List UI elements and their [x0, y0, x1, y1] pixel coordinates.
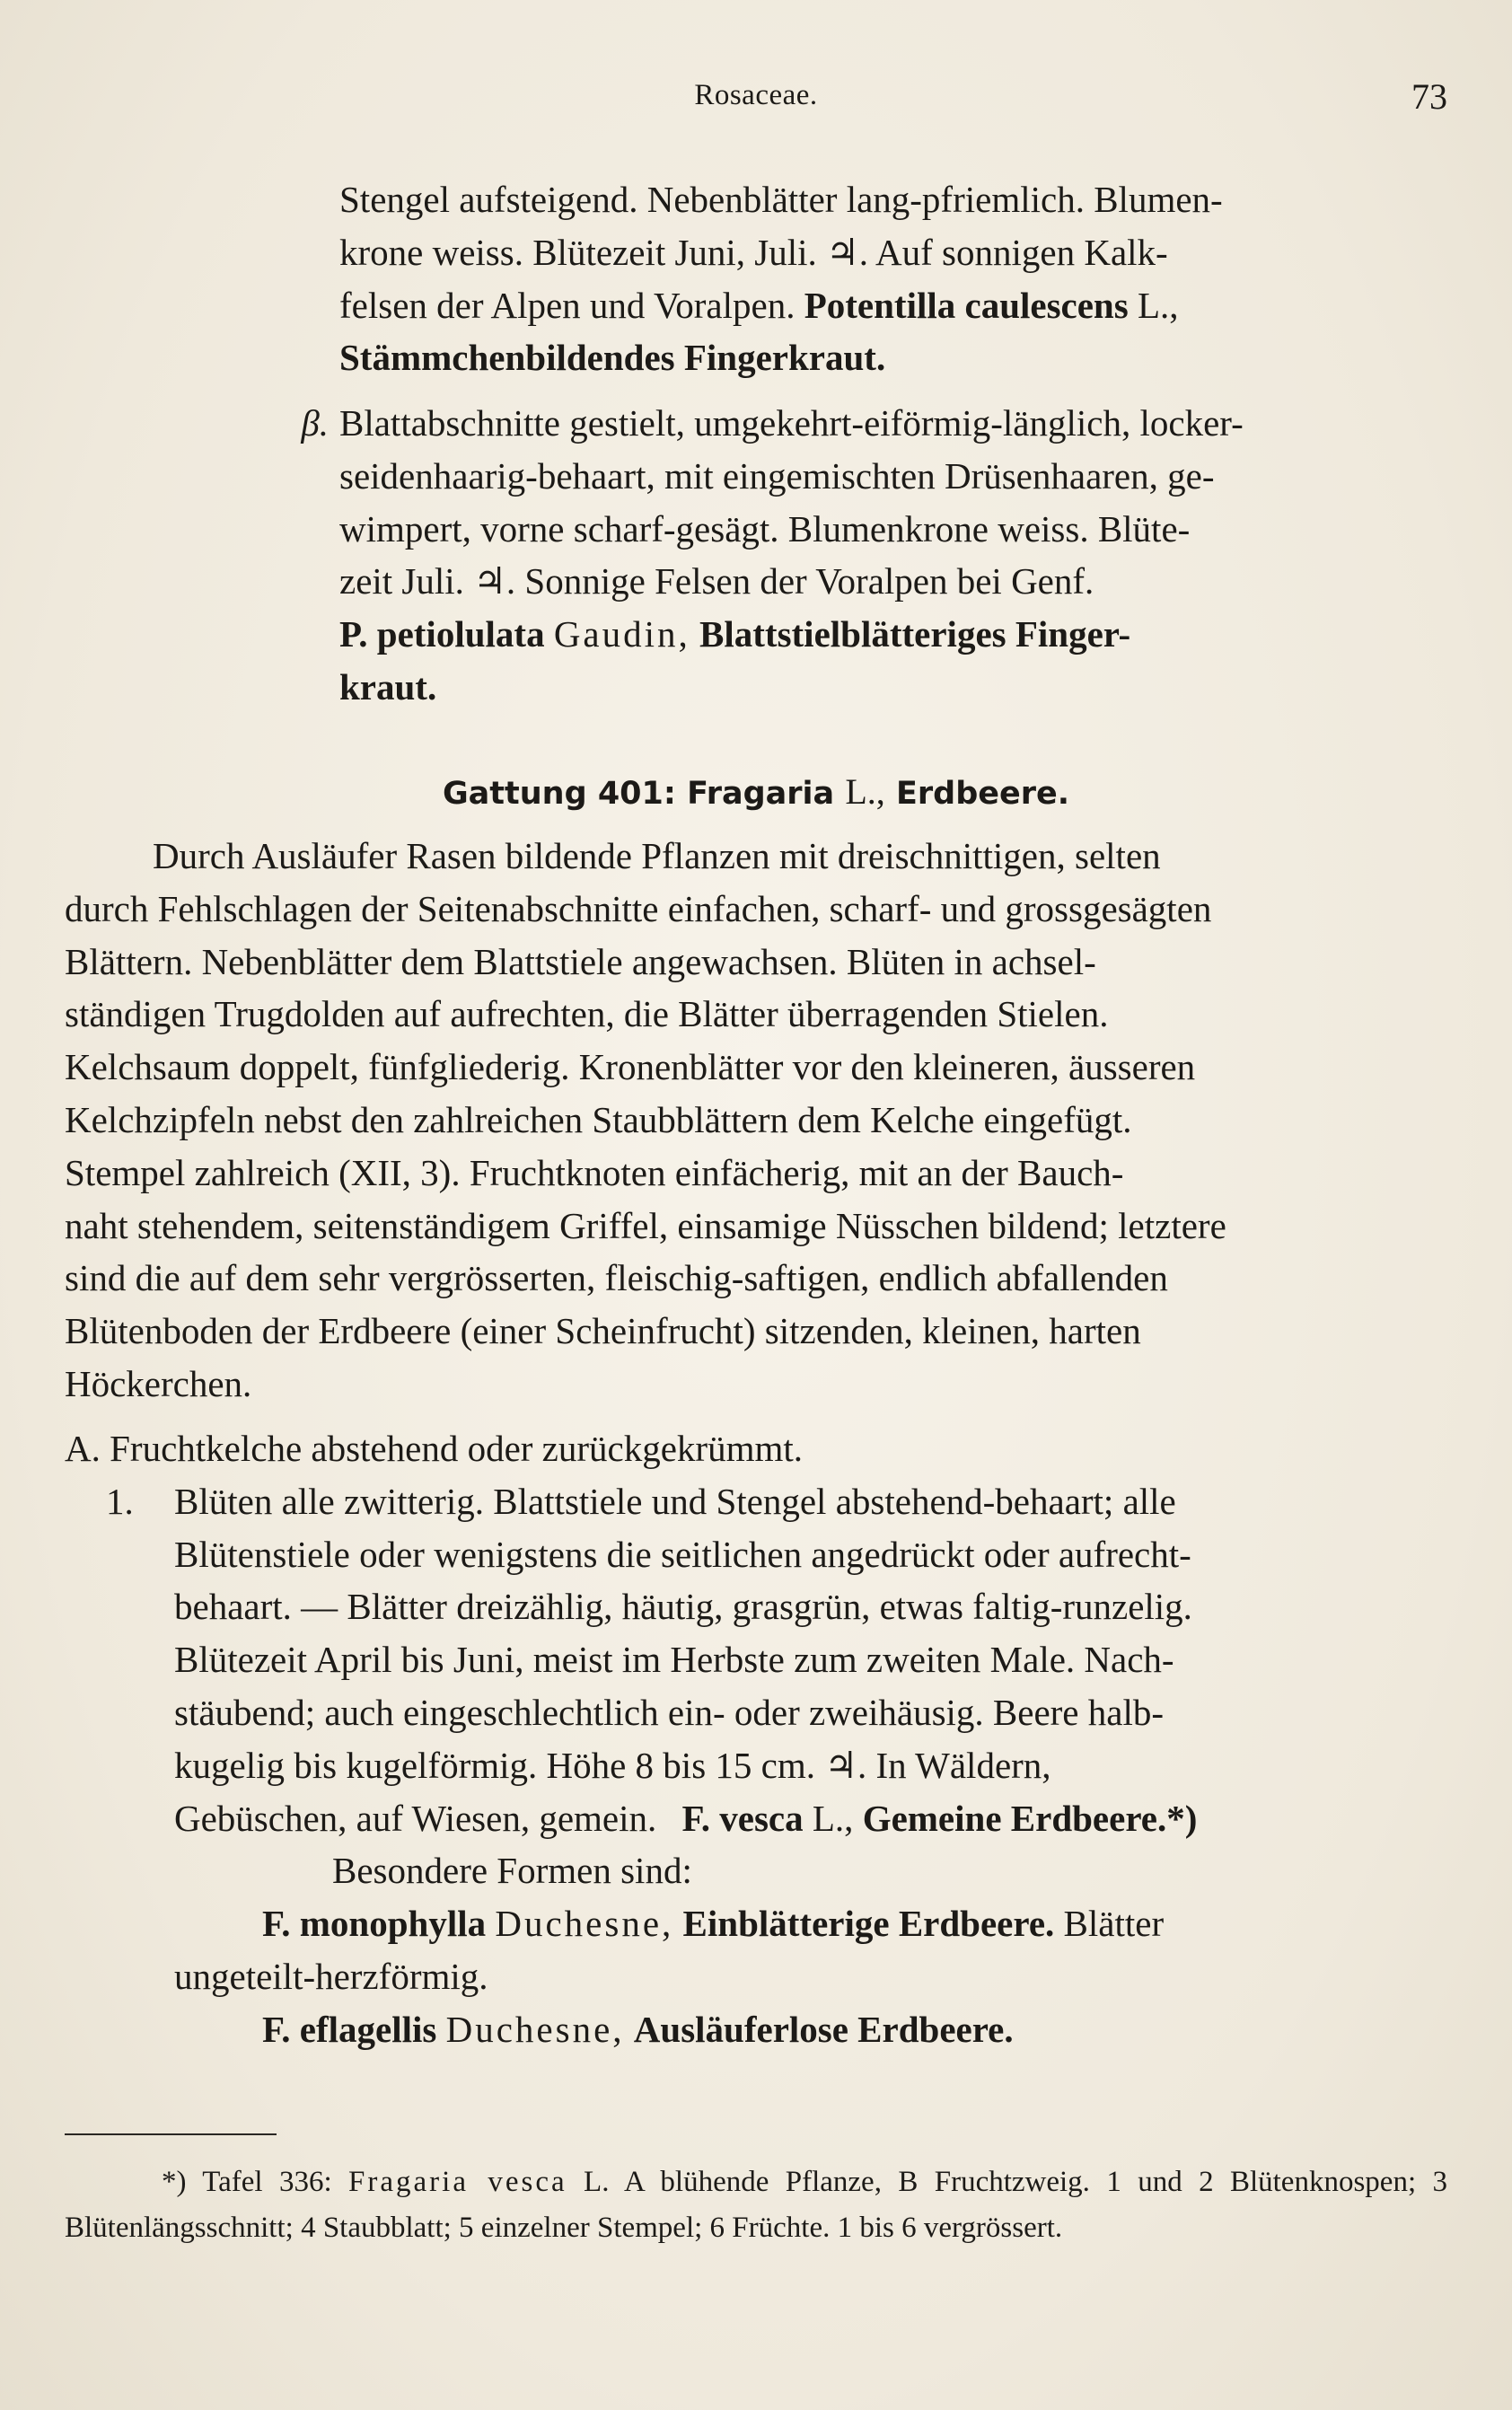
genus-heading	[0, 770, 1512, 813]
text-line	[339, 279, 1447, 332]
common-name: Gemeine Erdbeere.*)	[862, 1797, 1198, 1839]
species-author: Duchesne,	[495, 1903, 674, 1945]
running-title: Rosaceae.	[694, 79, 818, 111]
text-fragment: Blätter	[1063, 1903, 1165, 1945]
text-line: Stempel zahlreich (XII, 3). Fruchtknoten einfächerig, mit an der Bauch-	[65, 1151, 1124, 1193]
text-line: durch Fehlschlagen der Seitenabschnitte einfachen, scharf- und grossgesägten	[65, 887, 1212, 929]
footnote	[65, 2159, 1447, 2251]
text-line: krone weiss. Blütezeit Juni, Juli. ♃. Auf sonnigen Kalk-	[339, 231, 1168, 273]
text-line: Blättern. Nebenblätter dem Blattstiele angewachsen. Blüten in achsel-	[65, 940, 1096, 982]
text-fragment: Blüten alle zwitterig. Blattstiele und Stengel abstehend-behaart; alle	[174, 1480, 1176, 1522]
species-author: Gaudin,	[553, 613, 690, 655]
genus-author: L.,	[845, 771, 885, 812]
page-number: 73	[1411, 76, 1447, 117]
key-heading-a: A. Fruchtkelche abstehend oder zurückgekrümmt.	[65, 1428, 804, 1469]
text-line: wimpert, vorne scharf-gesägt. Blumenkrone weiss. Blüte-	[339, 507, 1191, 550]
species-name: F. eflagellis	[262, 2008, 437, 2050]
footnote-text	[65, 2159, 1447, 2251]
footnote-marker: *)	[162, 2166, 187, 2198]
plant-name: Fragaria vesca	[348, 2166, 567, 2198]
text-fragment: felsen der Alpen und Voralpen.	[339, 284, 796, 326]
text-line: Kelchzipfeln nebst den zahlreichen Staubblättern dem Kelche eingefügt.	[65, 1098, 1132, 1140]
text-fragment: Blattabschnitte gestielt, umgekehrt-eiförmig-länglich, locker-	[339, 402, 1244, 444]
text-line: Blütenstiele oder wenigstens die seitlichen angedrückt oder aufrecht-	[174, 1533, 1191, 1575]
text-fragment: L. A blühende Pflanze, B Fruchtzweig. 1 und 2 Blütenknospen; 3 Blütenlängsschnitt; 4 Staubblatt; 5 einzelner Stempel; 6 Früchte. 1 bis 6 vergrössert.	[65, 2166, 1447, 2244]
entry-caulescens	[65, 173, 1447, 384]
text-line: stäubend; auch eingeschlechtlich ein- oder zweihäusig. Beere halb-	[174, 1691, 1164, 1733]
text-fragment: Gebüschen, auf Wiesen, gemein.	[174, 1797, 657, 1839]
text-fragment: Tafel 336:	[202, 2166, 332, 2198]
text-line: behaart. — Blätter dreizählig, häutig, grasgrün, etwas faltig-runzelig.	[174, 1586, 1192, 1628]
text-line: sind die auf dem sehr vergrösserten, fleischig-saftigen, endlich abfallenden	[65, 1257, 1168, 1299]
common-name: Blattstielblätteriges Finger-	[699, 613, 1131, 655]
text-line: Blütenboden der Erdbeere (einer Scheinfrucht) sitzenden, kleinen, harten	[65, 1310, 1141, 1352]
text-line	[65, 608, 1447, 661]
text-line: seidenhaarig-behaart, mit eingemischten Drüsenhaaren, ge-	[339, 454, 1215, 497]
forms-intro: Besondere Formen sind:	[332, 1850, 692, 1892]
text-line: naht stehendem, seitenständigem Griffel, einsamige Nüsschen bildend; letztere	[65, 1204, 1226, 1246]
common-name: Ausläuferlose Erdbeere.	[633, 2008, 1014, 2050]
common-name: Einblätterige Erdbeere.	[682, 1903, 1055, 1945]
species-name: P. petiolulata	[339, 613, 545, 655]
form-eflagellis	[65, 2003, 1447, 2056]
text-line	[65, 397, 1447, 450]
common-name-cont: kraut.	[339, 665, 437, 708]
common-name: Stämmchenbildendes Fingerkraut.	[339, 337, 886, 379]
species-author: L.,	[812, 1797, 854, 1839]
genus-title: Gattung 401: Fragaria	[442, 776, 835, 812]
text-line: zeit Juli. ♃. Sonnige Felsen der Voralpen bei Genf.	[339, 560, 1094, 602]
text-line	[65, 1792, 1447, 1845]
genus-common-name: Erdbeere.	[895, 776, 1070, 812]
text-line: Durch Ausläufer Rasen bildende Pflanzen mit dreischnittigen, selten	[153, 835, 1161, 876]
key-item-number: 1.	[106, 1480, 134, 1522]
text-line: Höckerchen.	[65, 1362, 252, 1404]
species-author: L.,	[1137, 284, 1179, 326]
species-author: Duchesne,	[445, 2008, 625, 2050]
text-line: kugelig bis kugelförmig. Höhe 8 bis 15 cm. ♃. In Wäldern,	[174, 1744, 1051, 1786]
text-line: ungeteilt-herzförmig.	[174, 1955, 488, 1997]
form-monophylla	[65, 1897, 1447, 1950]
running-head	[0, 76, 1512, 119]
text-line: Stengel aufsteigend. Nebenblätter lang-pfriemlich. Blumen-	[339, 179, 1223, 220]
key-item-1	[65, 1475, 1447, 1528]
text-line: Blütezeit April bis Juni, meist im Herbste zum zweiten Male. Nach-	[174, 1639, 1174, 1681]
key-section	[65, 1422, 1447, 2056]
text-line: ständigen Trugdolden auf aufrechten, die Blätter überragenden Stielen.	[65, 993, 1109, 1035]
species-name: F. vesca	[681, 1797, 804, 1839]
footnote-rule	[65, 2133, 277, 2135]
genus-description	[65, 830, 1447, 1411]
text-line: Kelchsaum doppelt, fünfgliederig. Kronenblätter vor den kleineren, äusseren	[65, 1046, 1196, 1088]
species-name: F. monophylla	[262, 1903, 487, 1945]
variety-marker: β.	[301, 402, 329, 444]
entry-petiolulata	[65, 397, 1447, 714]
species-name: Potentilla caulescens	[804, 284, 1129, 326]
